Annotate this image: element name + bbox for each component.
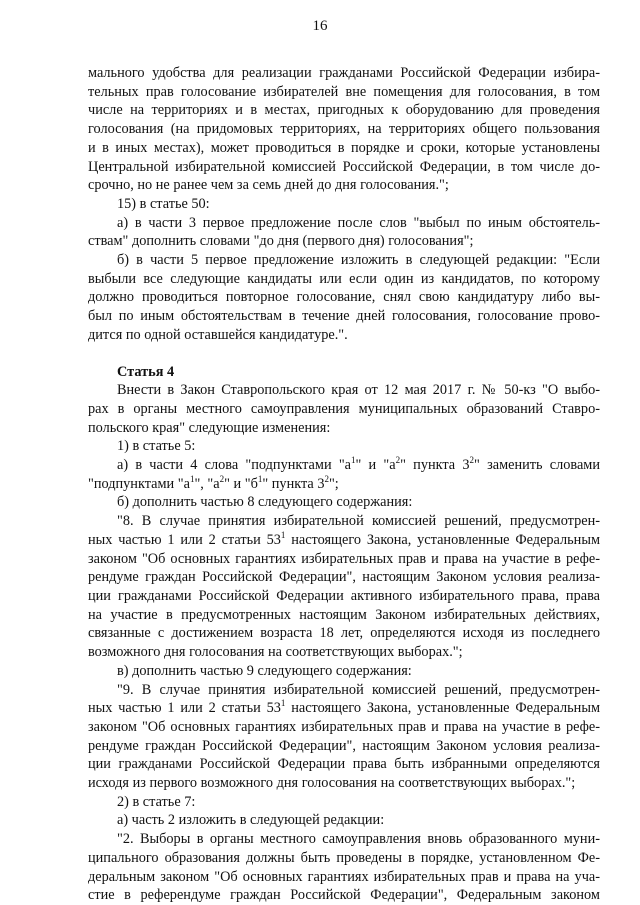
superscript: 1 [280,698,286,709]
text-fragment: ных частью 1 или 2 статьи 53 [88,531,281,548]
paragraph-part-8 [88,512,600,662]
text-line: "2. Выборы в органы местного самоуправления вновь образованного муни- [117,831,600,848]
text-line: был по иным обстоятельствам в течение дней голосования, голосование прово- [88,308,600,325]
text-line [88,531,600,550]
text-line: польского края" следующие изменения: [88,419,331,436]
paragraph-item-2 [88,793,600,812]
text-line: ции гражданами Российской Федерации активного избирательного права, права [88,587,600,604]
text-line: Внести в Закон Ставропольского края от 12 мая 2017 г. № 50-кз "О выбо- [117,382,600,399]
text-line: а) часть 2 изложить в следующей редакции: [117,812,385,829]
text-line: исходя из первого возможного дня голосования на соответствующих выборах."; [88,775,576,792]
text-line: дится по одной оставшейся кандидатуре.". [88,326,348,343]
text-fragment: " пункта 3 [262,475,325,492]
paragraph-item-1 [88,437,600,456]
text-line: должно проводиться повторное голосование, снял свою кандидатуру либо вы- [88,289,600,306]
text-line: рах в органы местного самоуправления муниципальных образований Ставро- [88,400,600,417]
text-line [88,456,600,475]
document-body [88,64,600,905]
text-line: срочно, но не ранее чем за семь дней до дня голосования."; [88,177,449,194]
text-fragment: а) в части 4 слова "подпунктами "а [117,457,351,474]
text-line: деральным законом "Об основных гарантиях избирательных прав и права на уча- [88,868,600,885]
text-line: связанные с достижением возраста 18 лет, определяются исходя из последнего [88,625,600,642]
text-line: 2) в статье 7: [117,793,196,810]
text-line: рендуме граждан Российской Федерации", настоящим Законом условия реализа- [88,737,600,754]
paragraph-item-1v [88,662,600,681]
text-line: выбыли все следующие кандидаты или если один из кандидатов, по которому [88,270,600,287]
paragraph-part-2 [88,830,600,905]
superscript: 1 [280,529,286,540]
text-fragment: настоящего Закона, установленные Федеральным [285,700,600,717]
paragraph-item-2a [88,811,600,830]
paragraph-spacer [88,345,600,363]
text-fragment: " и "б [224,475,258,492]
text-line: ствам" дополнить словами "до дня (первого дня) голосования"; [88,233,474,250]
text-line: б) дополнить частью 8 следующего содержания: [117,494,413,511]
text-line: на участие в предусмотренных настоящим Законом избирательных действиях, [88,606,600,623]
text-line [88,699,600,718]
text-line: возможного дня голосования на соответствующих выборах."; [88,644,463,661]
text-line: рендуме граждан Российской Федерации", настоящим Законом условия реализа- [88,569,600,586]
text-fragment: ных частью 1 или 2 статьи 53 [88,700,281,717]
text-line: "8. В случае принятия избирательной комиссией решений, предусмотрен- [117,513,600,530]
paragraph-item-1b [88,493,600,512]
text-line: и в иных местах), может проводиться в порядке и сроки, которые установлены [88,139,600,156]
text-line: мального удобства для реализации гражданами Российской Федерации избира- [88,65,600,81]
paragraph-part-9 [88,681,600,793]
text-line: в) дополнить частью 9 следующего содержания: [117,662,412,679]
superscript: 2 [219,473,225,484]
text-fragment: настоящего Закона, установленные Федеральным [285,531,600,548]
paragraph-item-15a [88,214,600,251]
superscript: 1 [257,473,263,484]
text-line [88,475,600,494]
text-line: голосования (на придомовых территориях, на территориях общего пользования [88,121,600,138]
article-heading: Статья 4 [117,363,175,380]
text-line: ции гражданами Российской Федерации права быть избранными определяются [88,756,600,773]
text-line: б) в части 5 первое предложение изложить в следующей редакции: "Если [117,252,600,269]
text-fragment: ", "а [194,475,220,492]
text-line: а) в части 3 первое предложение после слов "выбыл по иным обстоятель- [117,214,600,231]
superscript: 2 [324,473,329,484]
superscript: 2 [395,455,401,466]
paragraph-item-15b [88,251,600,345]
text-fragment: " и "а [355,457,396,474]
text-fragment: "; [328,475,339,492]
paragraph-article-intro [88,381,600,437]
text-fragment: " заменить словами [474,457,600,474]
text-line: законом "Об основных гарантиях избирательных прав и права на участие в рефе- [88,718,600,735]
text-line: числе на территориях и в местах, пригодных к оборудованию для проведения [88,102,600,119]
page-number: 16 [312,18,328,34]
text-line: 15) в статье 50: [117,195,210,212]
text-line: Центральной избирательной комиссией Российской Федерации, в том числе до- [88,158,600,175]
text-line: ципального образования должны быть проведены в порядке, установленном Фе- [88,849,600,866]
text-line: стие в референдуме граждан Российской Федерации", Федеральным законом [88,887,600,904]
text-line: законом "Об основных гарантиях избирательных прав и права на участие в рефе- [88,550,600,567]
paragraph-item-15 [88,195,600,214]
superscript: 1 [351,455,356,466]
text-line: тельных прав голосование избирателей вне помещения для голосования, в том [88,83,600,100]
superscript: 1 [189,473,195,484]
text-line: 1) в статье 5: [117,438,196,455]
paragraph-continuation [88,64,600,195]
text-line: "9. В случае принятия избирательной комиссией решений, предусмотрен- [117,681,600,698]
text-fragment: " пункта 3 [400,457,470,474]
text-fragment: "подпунктами "а [88,475,190,492]
superscript: 2 [469,455,475,466]
paragraph-item-1a [88,456,600,493]
